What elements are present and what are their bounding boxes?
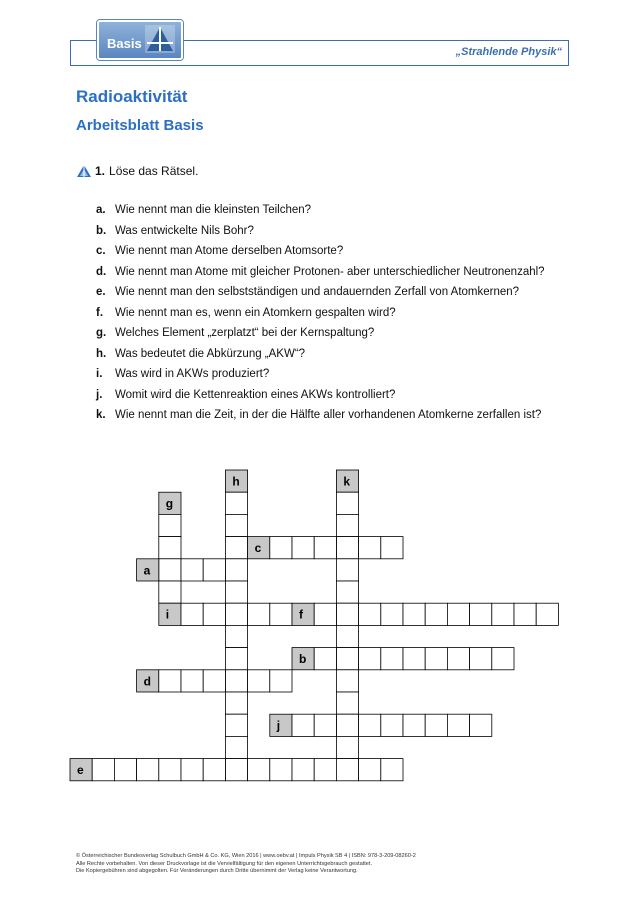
crossword-clue-label: e xyxy=(77,763,84,778)
crossword-cell[interactable] xyxy=(292,714,314,736)
crossword-cell[interactable] xyxy=(292,759,314,781)
crossword-cell[interactable] xyxy=(159,670,181,692)
crossword-cell[interactable] xyxy=(359,759,381,781)
crossword-cell[interactable] xyxy=(225,648,247,670)
crossword-cell[interactable] xyxy=(447,648,469,670)
question-text: Wie nennt man Atome mit gleicher Protonen- aber unterschiedlicher Neutronenzahl? xyxy=(115,265,545,278)
task-number: 1. xyxy=(95,164,106,178)
crossword-cell[interactable] xyxy=(225,581,247,603)
crossword-cell[interactable] xyxy=(336,559,358,581)
crossword-cell[interactable] xyxy=(314,759,336,781)
crossword-cell[interactable] xyxy=(203,670,225,692)
footer-rights: Alle Rechte vorbehalten. Von dieser Druckvorlage ist die Vervielfältigung für den eigenen Unterrichtsgebrauch gestattet. xyxy=(76,860,373,867)
question-letter: f. xyxy=(96,306,104,319)
crossword-cell[interactable] xyxy=(381,759,403,781)
crossword-cell[interactable] xyxy=(225,692,247,714)
crossword-cell[interactable] xyxy=(425,603,447,625)
crossword-cell[interactable] xyxy=(181,603,203,625)
question-letter: j. xyxy=(96,388,103,401)
crossword-cell[interactable] xyxy=(225,537,247,559)
crossword-cell[interactable] xyxy=(270,670,292,692)
crossword-cell[interactable] xyxy=(381,537,403,559)
task-text: Löse das Rätsel. xyxy=(109,164,199,178)
crossword-clue-label: c xyxy=(254,541,262,556)
crossword-cell[interactable] xyxy=(203,559,225,581)
question-text: Wie nennt man Atome derselben Atomsorte? xyxy=(115,245,344,257)
crossword-cell[interactable] xyxy=(181,670,203,692)
question-text: Wie nennt man die kleinsten Teilchen? xyxy=(115,204,312,216)
crossword-cell[interactable] xyxy=(425,714,447,736)
crossword-cell[interactable] xyxy=(470,648,492,670)
series-title: „Strahlende Physik“ xyxy=(455,46,562,58)
crossword-cell[interactable] xyxy=(447,714,469,736)
crossword-cell[interactable] xyxy=(336,603,358,625)
question-letter: d. xyxy=(96,265,107,278)
crossword-cell[interactable] xyxy=(447,603,469,625)
crossword-cell[interactable] xyxy=(314,537,336,559)
crossword-cell[interactable] xyxy=(270,759,292,781)
crossword-cell[interactable] xyxy=(336,714,358,736)
crossword-label-cell xyxy=(159,603,181,625)
crossword-cell[interactable] xyxy=(336,625,358,647)
question-text: Wie nennt man es, wenn ein Atomkern gespalten wird? xyxy=(115,306,396,319)
crossword-cell[interactable] xyxy=(492,603,514,625)
crossword-cell[interactable] xyxy=(292,537,314,559)
crossword-cell[interactable] xyxy=(314,603,336,625)
crossword-cell[interactable] xyxy=(514,603,536,625)
crossword-cell[interactable] xyxy=(359,603,381,625)
crossword-cell[interactable] xyxy=(336,670,358,692)
logo-text: Basis xyxy=(107,36,142,51)
crossword-clue-label: i xyxy=(165,607,170,622)
crossword-cell[interactable] xyxy=(181,559,203,581)
crossword-cell[interactable] xyxy=(425,648,447,670)
crossword-cell[interactable] xyxy=(225,670,247,692)
crossword-cell[interactable] xyxy=(492,648,514,670)
crossword-cell[interactable] xyxy=(270,603,292,625)
question-text: Womit wird die Kettenreaktion eines AKWs kontrolliert? xyxy=(115,388,396,401)
crossword-clue-label: f xyxy=(299,607,303,622)
crossword-cell[interactable] xyxy=(470,603,492,625)
crossword-cell[interactable] xyxy=(381,714,403,736)
crossword-cell[interactable] xyxy=(381,603,403,625)
page-title: Radioaktivität xyxy=(76,87,188,106)
crossword-clue-label: a xyxy=(143,563,151,578)
question-letter: k. xyxy=(96,409,106,421)
question-text: Was wird in AKWs produziert? xyxy=(115,368,270,380)
crossword-clue-label: b xyxy=(299,652,307,667)
question-text: Wie nennt man den selbstständigen und andauernden Zerfall von Atomkernen? xyxy=(115,286,520,298)
crossword-cell[interactable] xyxy=(470,714,492,736)
question-letter: g. xyxy=(96,327,107,339)
footer-disclaimer: Die Kopiergebühren sind abgegolten. Für Veränderungen durch Dritte übernimmt der Verlag keine Verantwortung. xyxy=(76,868,358,874)
crossword-cell[interactable] xyxy=(336,537,358,559)
question-letter: h. xyxy=(96,347,107,360)
crossword-cell[interactable] xyxy=(225,736,247,758)
crossword-cell[interactable] xyxy=(248,759,270,781)
crossword-cell[interactable] xyxy=(248,603,270,625)
crossword-cell[interactable] xyxy=(225,559,247,581)
crossword-clue-label: d xyxy=(143,674,151,689)
crossword-cell[interactable] xyxy=(203,759,225,781)
question-letter: e. xyxy=(96,286,106,298)
crossword-cell[interactable] xyxy=(403,603,425,625)
crossword-clue-label: k xyxy=(343,474,351,489)
question-text: Welches Element „zerplatzt“ bei der Kernspaltung? xyxy=(115,327,375,339)
question-letter: b. xyxy=(96,224,107,237)
crossword-cell[interactable] xyxy=(336,492,358,514)
crossword-cell[interactable] xyxy=(359,648,381,670)
crossword-cell[interactable] xyxy=(225,514,247,536)
crossword-cell[interactable] xyxy=(314,714,336,736)
crossword-cell[interactable] xyxy=(203,603,225,625)
crossword-cell[interactable] xyxy=(336,759,358,781)
crossword-cell[interactable] xyxy=(225,759,247,781)
crossword-cell[interactable] xyxy=(225,492,247,514)
crossword-cell[interactable] xyxy=(159,581,181,603)
crossword-clue-label: h xyxy=(232,474,240,489)
crossword-cell[interactable] xyxy=(403,648,425,670)
crossword-cell[interactable] xyxy=(381,648,403,670)
crossword-label-cell xyxy=(270,714,292,736)
crossword-cell[interactable] xyxy=(225,603,247,625)
crossword-cell[interactable] xyxy=(336,692,358,714)
question-letter: i. xyxy=(96,368,103,380)
question-letter: c. xyxy=(96,245,106,257)
question-letter: a. xyxy=(96,204,106,216)
crossword-cell[interactable] xyxy=(137,759,159,781)
crossword-cell[interactable] xyxy=(336,514,358,536)
crossword-cell[interactable] xyxy=(181,759,203,781)
crossword-clue-label: g xyxy=(165,496,174,511)
crossword-cell[interactable] xyxy=(270,537,292,559)
question-text: Was entwickelte Nils Bohr? xyxy=(115,224,254,237)
crossword-cell[interactable] xyxy=(159,559,181,581)
crossword-cell[interactable] xyxy=(359,537,381,559)
crossword-cell[interactable] xyxy=(92,759,114,781)
crossword-cell[interactable] xyxy=(536,603,558,625)
footer xyxy=(76,853,576,876)
question-text: Was bedeutet die Abkürzung „AKW“? xyxy=(115,347,306,360)
crossword-cell[interactable] xyxy=(225,625,247,647)
crossword-cell[interactable] xyxy=(336,736,358,758)
crossword-cell[interactable] xyxy=(114,759,136,781)
crossword-cell[interactable] xyxy=(225,714,247,736)
footer-copyright: © Österreichischer Bundesverlag Schulbuch GmbH & Co. KG, Wien 2016 | www.oebv.at | Impuls Physik SB 4 | ISBN: 978-3-209-08260-2 xyxy=(76,853,416,859)
crossword-cell[interactable] xyxy=(159,537,181,559)
crossword-cell[interactable] xyxy=(248,670,270,692)
question-text: Wie nennt man die Zeit, in der die Hälfte aller vorhandenen Atomkerne zerfallen ist? xyxy=(115,409,542,421)
crossword-cell[interactable] xyxy=(403,714,425,736)
crossword-cell[interactable] xyxy=(314,648,336,670)
crossword-cell[interactable] xyxy=(336,648,358,670)
crossword-cell[interactable] xyxy=(159,514,181,536)
crossword-label-cell xyxy=(292,603,314,625)
crossword-clue-label: j xyxy=(276,718,281,733)
crossword-cell[interactable] xyxy=(359,714,381,736)
crossword-cell[interactable] xyxy=(159,759,181,781)
crossword-cell[interactable] xyxy=(336,581,358,603)
page-subtitle: Arbeitsblatt Basis xyxy=(76,117,204,134)
